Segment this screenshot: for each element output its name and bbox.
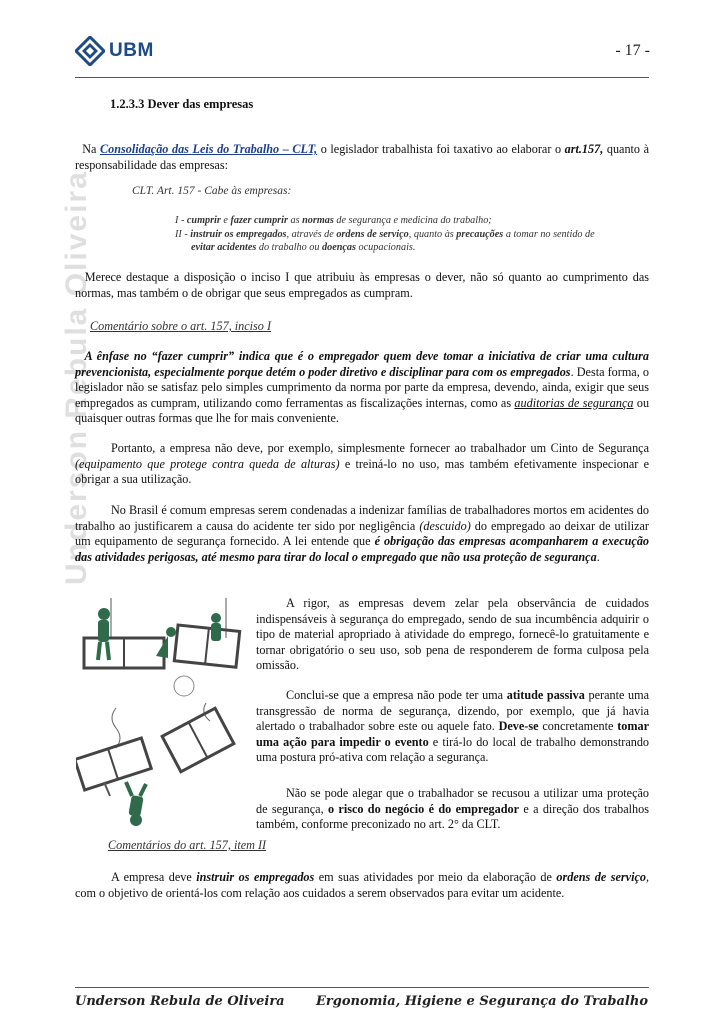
logo-text: UBM <box>109 40 154 61</box>
clt-link[interactable]: Consolidação das Leis do Trabalho – CLT, <box>100 142 318 156</box>
footer-title: Ergonomia, Higiene e Segurança do Trabalho <box>315 994 648 1009</box>
final-paragraph: A empresa deve instruir os empregados em suas atividades por meio da elaboração de ordens de serviço, com o objetivo de orientá-los com relação aos cuidados a serem observados para evitar um acidente. <box>75 870 650 900</box>
risco-paragraph: Não se pode alegar que o trabalhador se recusou a utilizar uma proteção de segurança, o risco do negócio é do empregador e a direção dos trabalhos também, conforme preconizado no art. 2° da CLT. <box>256 786 649 831</box>
intro-paragraph: Na Consolidação das Leis do Trabalho – CLT, o legislador trabalhista foi taxativo ao elaborar o art.157, quanto à responsabilidade das empresas: <box>75 142 650 172</box>
brasil-paragraph: No Brasil é comum empresas serem condenadas a indenizar famílias de trabalhadores mortos em acidentes do trabalho ao justificarem a causa do acidente ter sido por negligência (descuido) do empregado ao deixar de utilizar um equipamento de segurança fornecido. A lei entende que é obrigação das empresas acompanharem a execução das atividades perigosas, até mesmo para tirar do local o empregado que não usa proteção de segurança. <box>75 503 650 564</box>
section-heading: 1.2.3.3 Dever das empresas <box>110 97 254 111</box>
portanto-paragraph: Portanto, a empresa não deve, por exemplo, simplesmente fornecer ao trabalhador um Cinto de Segurança (equipamento que protege contra queda de alturas) e treiná-lo no uso, mas também efetivamente inspecionar e obrigar a sua utilização. <box>75 441 650 486</box>
page-number: - 17 - <box>615 42 650 59</box>
comment-heading-item-2: Comentários do art. 157, item II <box>108 838 267 852</box>
scaffold-scene-top <box>84 598 240 696</box>
comment-heading-inciso-1: Comentário sobre o art. 157, inciso I <box>90 319 272 333</box>
footer-divider <box>75 987 649 988</box>
clt-quote-heading: CLT. Art. 157 - Cabe às empresas: <box>132 185 292 197</box>
worker-scaffold-illustration <box>76 598 246 833</box>
ubm-logo-icon <box>75 36 105 66</box>
rigor-paragraph: A rigor, as empresas devem zelar pela observância de cuidados indispensáveis à segurança do empregado, sendo de sua incumbência adquirir o tipo de material apropriado à atividade do emprego, fornecê-lo gratuitamente e tornar obrigatório o seu uso, sob pena de responderem de forma culposa pela omissão. <box>256 596 649 672</box>
enfase-paragraph: A ênfase no “fazer cumprir” indica que é o empregador quem deve tomar a iniciativa de criar uma cultura prevencionista, especialmente porque detém o poder diretivo e disciplinar para com os empregados. Desta forma, o legislador não se satisfaz pelo simples cumprimento da norma por parte da empresa, devendo, ainda, exigir que seus empregados as cumpram, utilizando como ferramentas as fiscalizações internas, como as auditorias de segurança ou quaisquer outras formas que lhe for mais conveniente. <box>75 349 650 425</box>
header-divider <box>75 77 649 78</box>
destaque-paragraph: Merece destaque a disposição o inciso I que atribuiu às empresas o dever, não só quanto ao cumprimento das normas, mas também o de obrigar que seus empregados as cumpram. <box>75 270 649 300</box>
quote-inciso-1: I - cumprir e fazer cumprir as normas de segurança e medicina do trabalho; <box>175 215 492 226</box>
quote-inciso-2: II - instruir os empregados, através de ordens de serviço, quanto às precauções a tomar no sentido de evitar acidentes do trabalho ou doenças ocupacionais. <box>175 229 595 253</box>
watermark: Underson Rebula Oliveira <box>60 170 93 585</box>
footer-author: Underson Rebula de Oliveira <box>75 994 285 1009</box>
ubm-logo <box>75 36 165 68</box>
conclusao-paragraph: Conclui-se que a empresa não pode ter uma atitude passiva perante uma transgressão de norma de segurança, dizendo, por exemplo, que já havia alertado o trabalhador sobre este ou aquele fato. Deve-se concretamente tomar uma ação para impedir o evento e tirá-lo do local de trabalho demonstrando uma postura pró-ativa com relação a segurança. <box>256 688 650 764</box>
scaffold-scene-falling <box>76 703 234 826</box>
